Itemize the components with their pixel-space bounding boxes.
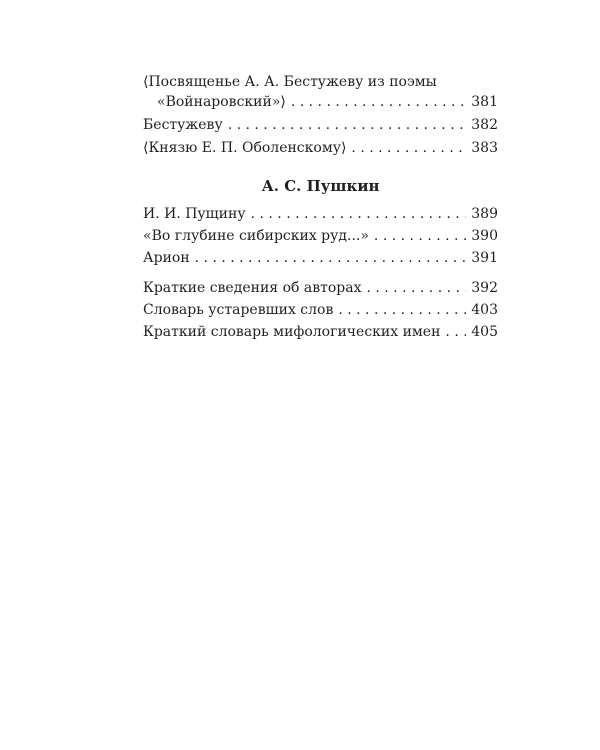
toc-block-pushkin — [143, 204, 498, 268]
toc-entry-title: Арион — [143, 250, 190, 266]
toc-entry-line — [143, 248, 498, 268]
toc-entry — [143, 278, 498, 298]
toc-entry-title: Краткий словарь мифологических имен — [143, 324, 441, 340]
toc-entry-title-continued: «Войнаровский»⟩ — [157, 94, 286, 110]
toc-page-number: 381 — [471, 94, 498, 110]
toc-entry-line — [143, 72, 498, 92]
toc-entry-title: ⟨Посвященье А. А. Бестужеву из поэмы — [143, 74, 437, 90]
toc-entry-line — [143, 322, 498, 342]
toc-page-number: 392 — [471, 280, 498, 296]
toc-entry — [143, 300, 498, 320]
dot-leader — [228, 115, 467, 135]
dot-leader — [195, 248, 467, 268]
toc-entry — [143, 72, 498, 112]
dot-leader — [374, 226, 466, 246]
section-heading: А. С. Пушкин — [261, 177, 380, 195]
toc-page-number: 390 — [471, 228, 498, 244]
toc-entry-line — [143, 138, 498, 158]
toc-entry — [143, 322, 498, 342]
toc-page-number: 405 — [471, 324, 498, 340]
dot-leader — [445, 322, 466, 342]
toc-entry-line — [143, 278, 498, 298]
dot-leader — [251, 204, 467, 224]
toc-entry-title: Бестужеву — [143, 117, 223, 133]
toc-entry-title: И. И. Пущину — [143, 206, 246, 222]
toc-entry — [143, 138, 498, 158]
toc-entry-line — [143, 92, 498, 112]
toc-entry-line — [143, 115, 498, 135]
toc-block-dekabrist — [143, 72, 498, 158]
toc-block-appendix — [143, 278, 498, 342]
toc-entry-title: Словарь устаревших слов — [143, 302, 334, 318]
toc-page-number: 383 — [471, 140, 498, 156]
toc-entry — [143, 115, 498, 135]
toc-page-number: 389 — [471, 206, 498, 222]
toc-entry-line — [143, 204, 498, 224]
toc-page-number: 391 — [471, 250, 498, 266]
toc-page-number: 403 — [471, 302, 498, 318]
dot-leader — [366, 278, 466, 298]
toc-page-number: 382 — [471, 117, 498, 133]
toc-entry — [143, 248, 498, 268]
dot-leader — [351, 138, 466, 158]
toc-entry-line — [143, 226, 498, 246]
dot-leader — [338, 300, 466, 320]
toc-entry-title: Краткие сведения об авторах — [143, 280, 362, 296]
toc-entry — [143, 226, 498, 246]
toc-entry-line — [143, 300, 498, 320]
toc-entry-title: ⟨Князю Е. П. Оболенскому⟩ — [143, 140, 347, 156]
dot-leader — [291, 92, 466, 112]
toc-entry — [143, 204, 498, 224]
toc-entry-title: «Во глубине сибирских руд...» — [143, 228, 369, 244]
